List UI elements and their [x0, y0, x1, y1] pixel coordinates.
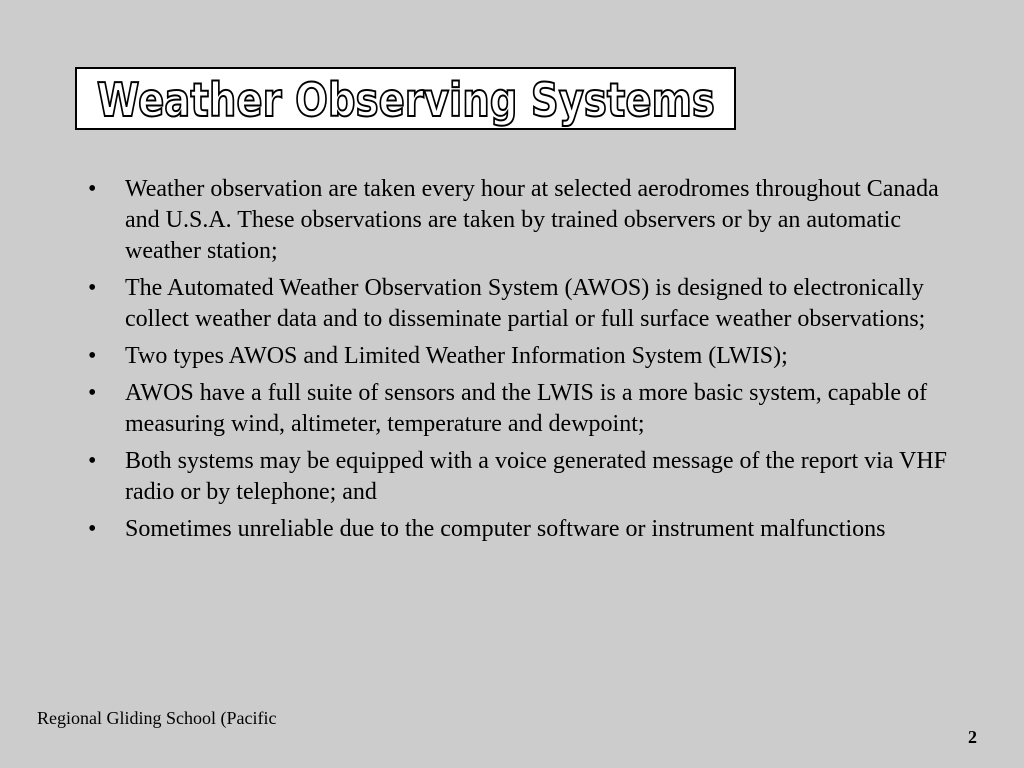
- bullet-dot-icon: •: [88, 380, 97, 406]
- page-number: 2: [968, 727, 977, 747]
- bullet-text: Two types AWOS and Limited Weather Information System (LWIS);: [125, 343, 788, 369]
- bullet-item: [88, 341, 948, 372]
- bullet-dot-icon: •: [88, 516, 97, 542]
- title-box: [75, 67, 736, 130]
- bullet-item: [88, 446, 948, 508]
- slide-title: Weather Observing Systems: [96, 72, 715, 127]
- bullet-item: [88, 514, 948, 545]
- footer-text: Regional Gliding School (Pacific: [37, 708, 277, 728]
- bullet-item: [88, 273, 948, 335]
- bullet-list: [88, 174, 948, 551]
- bullet-text: Both systems may be equipped with a voice generated message of the report via VHF radio or by telephone; and: [125, 448, 948, 505]
- bullet-item: [88, 378, 948, 440]
- bullet-dot-icon: •: [88, 448, 97, 474]
- bullet-dot-icon: •: [88, 176, 97, 202]
- bullet-dot-icon: •: [88, 343, 97, 369]
- bullet-dot-icon: •: [88, 275, 97, 301]
- bullet-text: The Automated Weather Observation System (AWOS) is designed to electronically collect weather data and to disseminate partial or full surface weather observations;: [125, 275, 926, 332]
- bullet-item: [88, 174, 948, 267]
- bullet-text: Weather observation are taken every hour at selected aerodromes throughout Canada and U.S.A. These observations are taken by trained observers or by an automatic weather station;: [125, 176, 939, 264]
- bullet-text: Sometimes unreliable due to the computer software or instrument malfunctions: [125, 516, 886, 542]
- bullet-text: AWOS have a full suite of sensors and the LWIS is a more basic system, capable of measuring wind, altimeter, temperature and dewpoint;: [125, 380, 928, 437]
